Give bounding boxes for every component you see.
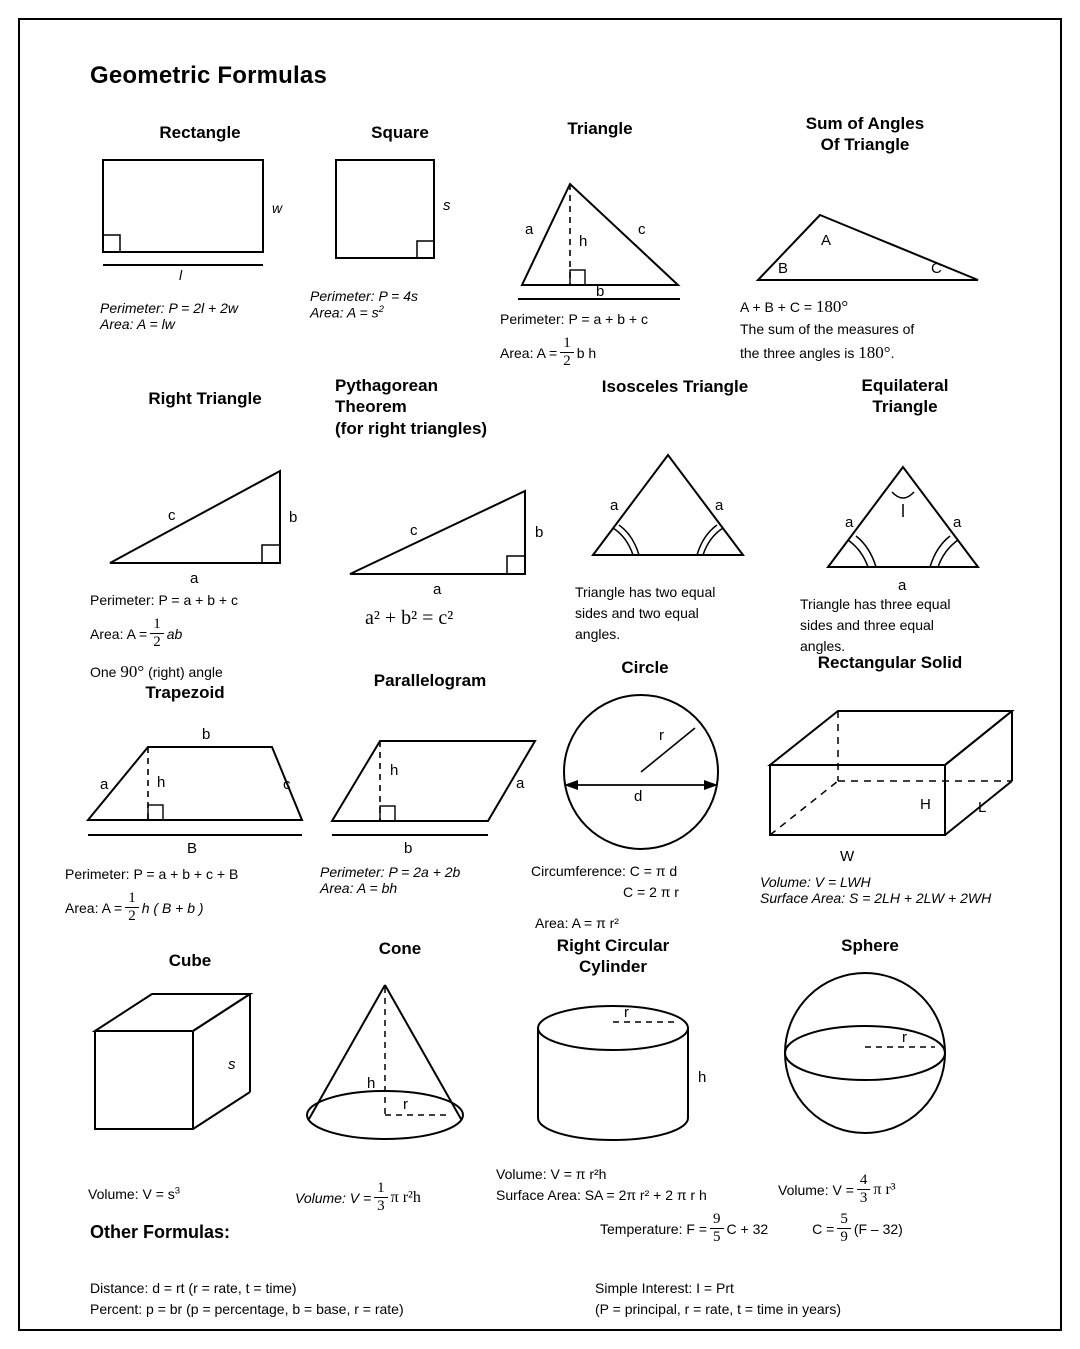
section-equilateral <box>800 375 1010 657</box>
square-area: Area: $A = s^2$ <box>310 304 384 321</box>
isosceles-note-line2: sides and two equal <box>575 605 699 622</box>
trapezoid-perimeter: Perimeter: P = a + b + c + B <box>65 866 239 883</box>
circle-circumference-line2: C = 2 π r <box>623 884 679 901</box>
svg-text:b: b <box>596 283 605 301</box>
sphere-volume-fraction: $\frac{4}{3}$ <box>857 1173 871 1207</box>
cylinder-surface-area: Surface Area: SA = 2π r² + 2 π r h <box>496 1186 707 1203</box>
svg-text:c: c <box>410 521 418 539</box>
equilateral-heading-line1: Equilateral <box>861 376 949 395</box>
svg-text:a: a <box>610 497 619 515</box>
svg-text:s: s <box>228 1056 236 1074</box>
section-trapezoid <box>60 682 310 925</box>
right-triangle-figure <box>90 423 320 588</box>
rectangle-heading: Rectangle <box>159 123 241 142</box>
svg-text:a: a <box>190 570 199 588</box>
triangle-figure <box>500 151 710 301</box>
svg-text:c: c <box>283 776 291 794</box>
section-triangle <box>500 118 700 370</box>
isosceles-heading: Isosceles Triangle <box>601 377 749 396</box>
svg-text:C: C <box>931 259 942 277</box>
cone-volume: Volume: V = $\frac{1}{3}$ π r²h <box>295 1180 421 1214</box>
cone-volume-fraction: $\frac{1}{3}$ <box>374 1181 388 1215</box>
right-triangle-perimeter: Perimeter: P = a + b + c <box>90 592 238 609</box>
square-heading: Square <box>371 123 429 142</box>
parallelogram-figure <box>320 703 545 858</box>
section-rectangle <box>100 122 300 332</box>
trapezoid-figure <box>60 717 320 858</box>
section-square <box>310 122 490 321</box>
page-title: Geometric Formulas <box>90 62 328 89</box>
isosceles-note-line3: angles. <box>575 626 621 643</box>
right-triangle-heading: Right Triangle <box>148 389 262 408</box>
svg-text:H: H <box>920 796 931 814</box>
sphere-figure <box>760 970 980 1145</box>
rectangular-solid-surface-area: Surface Area: S = 2LH + 2LW + 2WH <box>760 890 992 907</box>
cylinder-heading-line2: Cylinder <box>578 957 648 977</box>
sum-of-angles-heading-line1: Sum of Angles <box>805 114 925 133</box>
isosceles-note-line1: Triangle has two equal <box>575 584 716 601</box>
cube-figure <box>80 989 300 1154</box>
cone-heading: Cone <box>378 939 422 958</box>
svg-text:r: r <box>624 1003 629 1021</box>
right-triangle-area-fraction: $\frac{1}{2}$ <box>150 617 164 651</box>
svg-text:h: h <box>698 1068 707 1086</box>
pythagorean-heading-line2: Theorem <box>335 397 407 417</box>
svg-text:b: b <box>535 523 544 541</box>
other-formulas-heading: Other Formulas: <box>90 1222 231 1242</box>
square-figure <box>310 155 490 273</box>
rectangle-area: Area: A = lw <box>100 316 175 333</box>
sum-of-angles-figure <box>740 170 990 290</box>
section-right-triangle <box>90 388 320 685</box>
circle-area: Area: A = π r² <box>535 915 619 932</box>
pythagorean-heading-line3: (for right triangles) <box>335 418 488 438</box>
svg-text:b: b <box>202 726 211 744</box>
rectangular-solid-figure <box>760 687 1022 872</box>
equilateral-heading-line2: Triangle <box>872 397 938 417</box>
sum-of-angles-heading-line2: Of Triangle <box>820 135 910 155</box>
trapezoid-area: Area: A = $\frac{1}{2}$ h ( B + b ) <box>65 890 204 924</box>
triangle-area: Area: A = $\frac{1}{2}$ b h <box>500 335 597 369</box>
parallelogram-perimeter: Perimeter: P = 2a + 2b <box>320 864 461 881</box>
svg-text:b: b <box>404 840 413 858</box>
cube-heading: Cube <box>168 951 212 970</box>
sum-of-angles-note-line1: The sum of the measures of <box>740 321 915 337</box>
celsius-fraction: $\frac{5}{9}$ <box>837 1212 851 1246</box>
parallelogram-area: Area: A = bh <box>320 880 398 897</box>
section-sphere <box>760 935 980 1207</box>
svg-text:d: d <box>634 788 643 806</box>
equilateral-note-line1: Triangle has three equal <box>800 595 951 612</box>
section-isosceles <box>575 376 775 645</box>
svg-text:L: L <box>978 799 987 817</box>
circle-circumference-line1: Circumference: C = π d <box>531 863 678 880</box>
rectangle-perimeter: Perimeter: P = 2l + 2w <box>100 300 238 317</box>
right-triangle-area: Area: A = $\frac{1}{2}$ ab <box>90 616 183 650</box>
triangle-perimeter: Perimeter: P = a + b + c <box>500 311 648 328</box>
svg-text:a: a <box>898 576 907 594</box>
svg-text:a: a <box>715 497 724 515</box>
right-triangle-note: One 90° (right) angle <box>90 662 223 682</box>
section-cylinder <box>498 935 728 1206</box>
rectangle-figure <box>100 155 300 284</box>
svg-text:r: r <box>659 727 664 745</box>
section-pythagorean <box>335 375 565 630</box>
circle-figure <box>545 688 745 853</box>
section-sum-of-angles <box>740 113 990 366</box>
svg-text:r: r <box>403 1096 408 1114</box>
section-circle <box>531 657 745 934</box>
equilateral-figure <box>800 432 1010 594</box>
circle-heading: Circle <box>621 658 669 677</box>
section-rectangular-solid <box>760 652 1020 906</box>
equilateral-note-line3: angles. <box>800 637 846 654</box>
simple-interest-note: (P = principal, r = rate, t = time in years) <box>595 1301 842 1317</box>
cylinder-heading-line1: Right Circular <box>556 936 670 955</box>
sum-of-angles-note-line2: the three angles is 180°. <box>740 343 895 362</box>
pythagorean-figure <box>335 449 565 598</box>
sphere-heading: Sphere <box>841 936 899 955</box>
sum-of-angles-equation: A + B + C = 180° <box>740 296 849 316</box>
svg-text:h: h <box>390 762 399 780</box>
svg-text:a: a <box>433 580 442 598</box>
pythagorean-equation: a² + b² = c² <box>365 606 454 629</box>
cone-figure <box>295 975 505 1155</box>
section-cube <box>80 950 300 1205</box>
svg-text:l: l <box>179 267 183 284</box>
percent-formula: Percent: p = br (p = percentage, b = base, r = rate) <box>90 1301 404 1317</box>
svg-text:a: a <box>525 221 534 239</box>
distance-formula: Distance: d = rt (r = rate, t = time) <box>90 1280 297 1296</box>
triangle-area-fraction: $\frac{1}{2}$ <box>560 336 574 370</box>
temperature-fraction: $\frac{9}{5}$ <box>710 1212 724 1246</box>
rectangular-solid-heading: Rectangular Solid <box>817 653 963 672</box>
svg-text:a: a <box>516 775 525 793</box>
cylinder-volume: Volume: V = π r²h <box>496 1165 607 1182</box>
parallelogram-heading: Parallelogram <box>373 671 487 690</box>
svg-text:a: a <box>953 513 962 531</box>
svg-text:W: W <box>840 848 855 866</box>
svg-text:w: w <box>272 200 283 217</box>
simple-interest-formula: Simple Interest: I = Prt <box>595 1280 734 1296</box>
trapezoid-heading: Trapezoid <box>145 683 225 702</box>
temperature-formula: Temperature: F = $\frac{9}{5}$ C + 32 C = $\frac{5}{9}$ (F – 32) <box>600 1211 903 1245</box>
svg-text:s: s <box>443 197 451 215</box>
svg-text:h: h <box>367 1075 376 1093</box>
svg-text:B: B <box>187 840 198 858</box>
svg-text:B: B <box>778 259 789 277</box>
isosceles-figure <box>575 415 775 560</box>
sphere-volume: Volume: V = $\frac{4}{3}$ π r³ <box>778 1172 896 1206</box>
triangle-heading: Triangle <box>567 119 633 138</box>
svg-text:h: h <box>157 774 166 792</box>
svg-text:h: h <box>579 233 588 251</box>
svg-text:c: c <box>638 221 646 239</box>
cylinder-figure <box>498 990 728 1160</box>
rectangular-solid-volume: Volume: V = LWH <box>760 874 871 891</box>
square-perimeter: Perimeter: P = 4s <box>310 288 419 305</box>
svg-text:A: A <box>821 231 832 249</box>
section-parallelogram <box>320 670 540 896</box>
equilateral-note-line2: sides and three equal <box>800 616 934 633</box>
svg-text:b: b <box>289 509 298 527</box>
pythagorean-heading-line1: Pythagorean <box>335 376 438 395</box>
other-formulas-right <box>595 1278 1025 1320</box>
svg-text:a: a <box>100 776 109 794</box>
cube-volume: Volume: $V = s^3$ <box>88 1185 181 1203</box>
svg-text:r: r <box>902 1029 907 1047</box>
trapezoid-area-fraction: $\frac{1}{2}$ <box>125 891 139 925</box>
svg-text:c: c <box>168 507 176 525</box>
svg-text:a: a <box>845 513 854 531</box>
section-cone <box>295 938 505 1215</box>
other-formulas-left <box>90 1278 560 1320</box>
